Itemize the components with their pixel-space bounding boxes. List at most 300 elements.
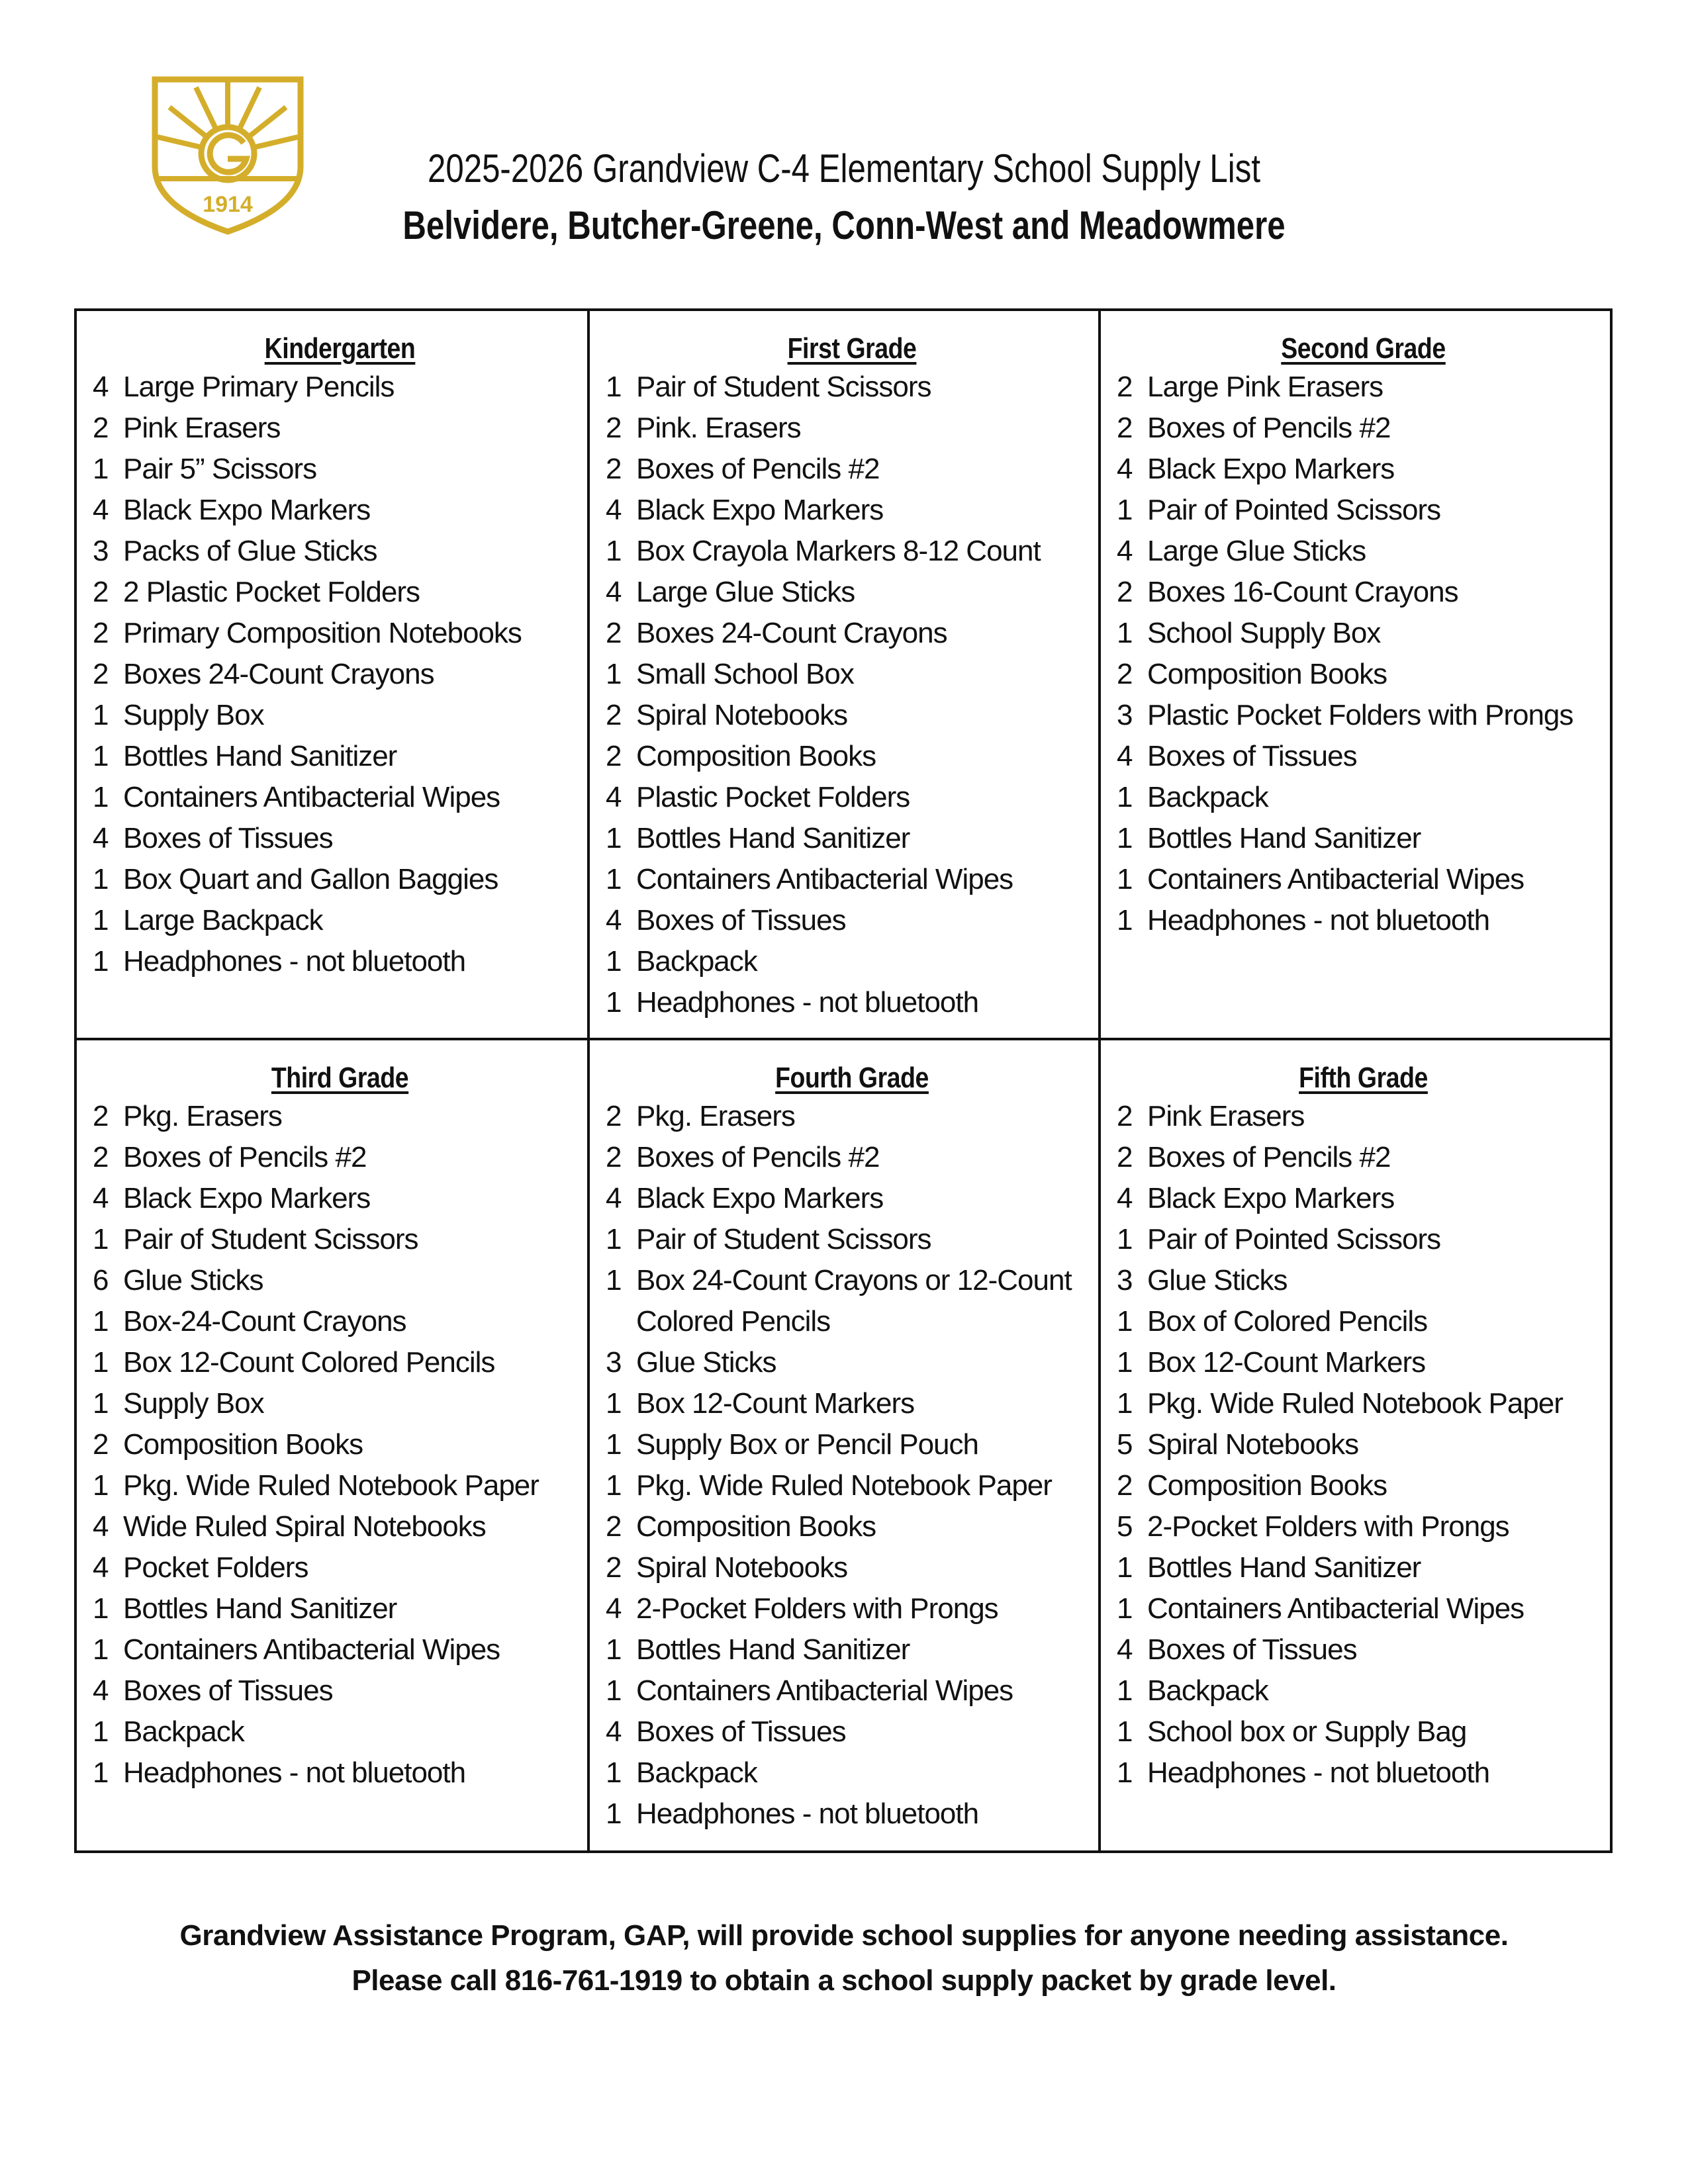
item-quantity: 2: [606, 1551, 622, 1584]
supply-item: [93, 1629, 587, 1670]
supply-item: [93, 1137, 587, 1178]
item-name: Pair of Pointed Scissors: [1147, 1223, 1441, 1255]
supply-item: [1117, 859, 1610, 900]
item-quantity: 4: [606, 576, 622, 608]
logo-year: 1914: [203, 192, 253, 217]
supply-item: [93, 736, 587, 777]
supply-item: [93, 1547, 587, 1588]
item-quantity: 4: [93, 1551, 109, 1584]
item-name: Supply Box: [123, 699, 264, 731]
item-name: Plastic Pocket Folders with Prongs: [1147, 699, 1573, 731]
supply-item: [1117, 1752, 1610, 1794]
supply-item: [1117, 449, 1610, 490]
item-quantity: 2: [606, 1141, 622, 1173]
supply-item: [606, 1547, 1098, 1588]
item-quantity: 2: [93, 1428, 109, 1461]
supply-item: [93, 449, 587, 490]
item-name: Pink Erasers: [123, 412, 281, 444]
item-name: Composition Books: [123, 1428, 363, 1461]
supply-item: [606, 1629, 1098, 1670]
item-quantity: 3: [93, 535, 109, 567]
grade-cell-second: [1101, 311, 1610, 1040]
item-quantity: 1: [606, 1797, 622, 1830]
item-quantity: 3: [1117, 1264, 1133, 1297]
item-name: Supply Box or Pencil Pouch: [636, 1428, 978, 1461]
grade-cell-kindergarten: [77, 311, 590, 1040]
item-quantity: 1: [606, 1387, 622, 1420]
supply-item: [93, 1670, 587, 1711]
item-name: Boxes of Tissues: [1147, 1633, 1357, 1666]
grade-cell-fifth: [1101, 1040, 1610, 1850]
item-name: Bottles Hand Sanitizer: [636, 822, 910, 854]
item-quantity: 1: [1117, 1305, 1133, 1338]
item-name: Black Expo Markers: [123, 1182, 371, 1214]
item-name: Boxes 24-Count Crayons: [636, 617, 947, 649]
item-quantity: 1: [606, 1428, 622, 1461]
item-name: Containers Antibacterial Wipes: [636, 863, 1013, 895]
item-name: Pair of Pointed Scissors: [1147, 494, 1441, 526]
item-quantity: 2: [606, 412, 622, 444]
item-quantity: 1: [1117, 1592, 1133, 1625]
supply-item: [93, 941, 587, 982]
supply-item: [1117, 1506, 1610, 1547]
supply-item: [606, 1219, 1098, 1260]
item-name: Boxes 16-Count Crayons: [1147, 576, 1458, 608]
item-name: Large Primary Pencils: [123, 371, 395, 403]
item-name: Pink Erasers: [1147, 1100, 1305, 1132]
item-name: Supply Box: [123, 1387, 264, 1420]
item-quantity: 1: [1117, 1346, 1133, 1379]
item-name: Pink. Erasers: [636, 412, 801, 444]
supply-item: [606, 1588, 1098, 1629]
item-quantity: 2: [93, 412, 109, 444]
item-name: Black Expo Markers: [1147, 453, 1395, 485]
item-quantity: 1: [1117, 617, 1133, 649]
supply-item: [1117, 900, 1610, 941]
supply-item: [93, 408, 587, 449]
item-quantity: 4: [606, 904, 622, 936]
item-name: Large Backpack: [123, 904, 323, 936]
supply-item: [606, 1670, 1098, 1711]
item-quantity: 1: [606, 658, 622, 690]
item-quantity: 2: [606, 740, 622, 772]
supply-item: [606, 1096, 1098, 1137]
item-name: Packs of Glue Sticks: [123, 535, 377, 567]
supply-item: [1117, 1219, 1610, 1260]
grade-cell-fourth: [590, 1040, 1101, 1850]
item-name: Backpack: [636, 945, 757, 978]
item-quantity: 2: [1117, 576, 1133, 608]
item-quantity: 1: [1117, 1674, 1133, 1707]
item-name: Composition Books: [636, 1510, 876, 1543]
item-quantity: 4: [606, 1182, 622, 1214]
item-quantity: 4: [93, 1182, 109, 1214]
item-name: Large Glue Sticks: [1147, 535, 1366, 567]
supply-item: [93, 1711, 587, 1752]
item-name: School Supply Box: [1147, 617, 1381, 649]
item-name: Boxes of Tissues: [1147, 740, 1357, 772]
supply-item: [606, 818, 1098, 859]
item-name: 2-Pocket Folders with Prongs: [1147, 1510, 1509, 1543]
item-name: Black Expo Markers: [636, 1182, 884, 1214]
supply-item: [93, 1219, 587, 1260]
item-name: Boxes of Pencils #2: [636, 453, 880, 485]
item-name: Containers Antibacterial Wipes: [636, 1674, 1013, 1707]
item-name: Containers Antibacterial Wipes: [1147, 863, 1524, 895]
item-quantity: 1: [93, 945, 109, 978]
item-name: Large Glue Sticks: [636, 576, 855, 608]
item-quantity: 1: [93, 1633, 109, 1666]
supply-item: [606, 695, 1098, 736]
supply-item: [1117, 367, 1610, 408]
item-quantity: 1: [606, 1264, 622, 1297]
item-quantity: 1: [93, 1387, 109, 1420]
supply-item: [606, 1465, 1098, 1506]
item-quantity: 4: [1117, 1633, 1133, 1666]
item-quantity: 1: [606, 1756, 622, 1789]
supply-item: [93, 367, 587, 408]
supply-item: [606, 736, 1098, 777]
item-name: Headphones - not bluetooth: [1147, 904, 1490, 936]
grade-heading: Second Grade: [1281, 332, 1446, 365]
item-name: Backpack: [123, 1715, 244, 1748]
item-quantity: 1: [93, 863, 109, 895]
item-quantity: 1: [93, 1223, 109, 1255]
item-name: Headphones - not bluetooth: [123, 1756, 466, 1789]
supply-item: [606, 408, 1098, 449]
item-quantity: 4: [1117, 1182, 1133, 1214]
item-quantity: 1: [1117, 904, 1133, 936]
item-name: Box Crayola Markers 8-12 Count: [636, 535, 1041, 567]
item-quantity: 4: [606, 1715, 622, 1748]
item-quantity: 4: [93, 1674, 109, 1707]
item-quantity: 1: [93, 781, 109, 813]
supply-item: [606, 531, 1098, 572]
supply-item: [1117, 613, 1610, 654]
grade-heading: Fifth Grade: [1299, 1062, 1428, 1094]
item-name: Wide Ruled Spiral Notebooks: [123, 1510, 486, 1543]
item-name: Primary Composition Notebooks: [123, 617, 522, 649]
item-quantity: 1: [93, 1715, 109, 1748]
item-name: Boxes 24-Count Crayons: [123, 658, 434, 690]
item-name: Box 12-Count Colored Pencils: [123, 1346, 495, 1379]
item-quantity: 1: [606, 1223, 622, 1255]
item-quantity: 1: [606, 535, 622, 567]
item-name: Bottles Hand Sanitizer: [123, 740, 397, 772]
item-quantity: 1: [93, 1592, 109, 1625]
item-quantity: 1: [606, 863, 622, 895]
supply-item: [606, 1383, 1098, 1424]
item-quantity: 1: [93, 1346, 109, 1379]
supply-item: [93, 1465, 587, 1506]
item-name: Pair of Student Scissors: [123, 1223, 418, 1255]
item-quantity: 4: [93, 1510, 109, 1543]
supply-item: [1117, 1260, 1610, 1301]
item-quantity: 4: [1117, 740, 1133, 772]
supply-item: [606, 490, 1098, 531]
supply-item: [93, 1178, 587, 1219]
item-quantity: 1: [1117, 1715, 1133, 1748]
item-name: Small School Box: [636, 658, 854, 690]
item-quantity: 1: [1117, 822, 1133, 854]
item-quantity: 5: [1117, 1428, 1133, 1461]
item-name: Bottles Hand Sanitizer: [123, 1592, 397, 1625]
supply-item: [1117, 572, 1610, 613]
item-quantity: 4: [606, 1592, 622, 1625]
item-name: Spiral Notebooks: [1147, 1428, 1359, 1461]
item-name: Boxes of Pencils #2: [1147, 1141, 1391, 1173]
supply-item: [606, 777, 1098, 818]
item-name: Box 24-Count Crayons or 12-Count Colored Pencils: [636, 1264, 1072, 1338]
supply-item: [1117, 695, 1610, 736]
item-name: Black Expo Markers: [123, 494, 371, 526]
supply-item: [93, 1506, 587, 1547]
supply-item: [93, 900, 587, 941]
item-quantity: 4: [93, 822, 109, 854]
item-quantity: 1: [93, 904, 109, 936]
supply-item: [1117, 1424, 1610, 1465]
item-name: 2-Pocket Folders with Prongs: [636, 1592, 998, 1625]
supply-item: [606, 1752, 1098, 1794]
supply-item: [93, 490, 587, 531]
item-name: Composition Books: [1147, 1469, 1387, 1502]
item-quantity: 2: [606, 453, 622, 485]
item-name: Bottles Hand Sanitizer: [1147, 1551, 1421, 1584]
grade-cell-first: [590, 311, 1101, 1040]
item-name: Spiral Notebooks: [636, 699, 848, 731]
supply-item: [1117, 777, 1610, 818]
supply-item: [93, 859, 587, 900]
item-quantity: 3: [606, 1346, 622, 1379]
supply-item: [1117, 1465, 1610, 1506]
item-quantity: 2: [93, 617, 109, 649]
supply-item: [1117, 1629, 1610, 1670]
contact-note: Please call 816-761-1919 to obtain a school supply packet by grade level.: [352, 1964, 1336, 1997]
supply-item: [1117, 408, 1610, 449]
supply-item: [93, 1383, 587, 1424]
supply-item: [606, 1260, 1098, 1342]
supply-item: [1117, 654, 1610, 695]
supply-item: [93, 613, 587, 654]
item-quantity: 2: [606, 699, 622, 731]
item-quantity: 1: [1117, 494, 1133, 526]
item-name: Bottles Hand Sanitizer: [1147, 822, 1421, 854]
item-name: Headphones - not bluetooth: [636, 986, 979, 1019]
item-name: Bottles Hand Sanitizer: [636, 1633, 910, 1666]
item-name: Backpack: [636, 1756, 757, 1789]
item-quantity: 1: [1117, 1551, 1133, 1584]
item-quantity: 4: [93, 371, 109, 403]
item-quantity: 4: [1117, 535, 1133, 567]
item-name: Boxes of Tissues: [636, 904, 846, 936]
supply-item: [1117, 1588, 1610, 1629]
item-quantity: 1: [93, 1469, 109, 1502]
item-quantity: 2: [93, 576, 109, 608]
supply-item: [606, 941, 1098, 982]
item-quantity: 2: [93, 1141, 109, 1173]
item-quantity: 1: [1117, 863, 1133, 895]
supply-item: [93, 1424, 587, 1465]
item-quantity: 4: [1117, 453, 1133, 485]
supply-item: [93, 572, 587, 613]
item-name: Spiral Notebooks: [636, 1551, 848, 1584]
item-name: 2 Plastic Pocket Folders: [123, 576, 420, 608]
supply-item: [606, 572, 1098, 613]
item-name: Containers Antibacterial Wipes: [123, 1633, 500, 1666]
supply-item: [93, 1588, 587, 1629]
item-quantity: 2: [93, 1100, 109, 1132]
item-name: Glue Sticks: [636, 1346, 776, 1379]
item-quantity: 2: [1117, 1141, 1133, 1173]
item-name: Boxes of Tissues: [636, 1715, 846, 1748]
supply-item: [93, 777, 587, 818]
item-quantity: 1: [606, 371, 622, 403]
item-name: Plastic Pocket Folders: [636, 781, 910, 813]
item-name: Pkg. Wide Ruled Notebook Paper: [123, 1469, 539, 1502]
supply-item: [606, 1137, 1098, 1178]
item-name: Containers Antibacterial Wipes: [123, 781, 500, 813]
item-name: Box 12-Count Markers: [1147, 1346, 1426, 1379]
supply-item: [1117, 1137, 1610, 1178]
supply-item: [606, 1711, 1098, 1752]
item-quantity: 2: [1117, 412, 1133, 444]
item-quantity: 4: [93, 494, 109, 526]
grade-heading: Fourth Grade: [775, 1062, 929, 1094]
item-quantity: 3: [1117, 699, 1133, 731]
item-quantity: 2: [606, 1510, 622, 1543]
supply-item: [606, 654, 1098, 695]
item-name: Containers Antibacterial Wipes: [1147, 1592, 1524, 1625]
supply-item: [606, 859, 1098, 900]
item-quantity: 5: [1117, 1510, 1133, 1543]
item-name: Boxes of Tissues: [123, 822, 333, 854]
supply-item: [1117, 1670, 1610, 1711]
supply-item: [606, 1794, 1098, 1835]
item-name: Pkg. Wide Ruled Notebook Paper: [1147, 1387, 1563, 1420]
supply-item: [93, 818, 587, 859]
item-name: Backpack: [1147, 781, 1268, 813]
supply-item: [606, 449, 1098, 490]
item-name: Composition Books: [636, 740, 876, 772]
item-name: Box 12-Count Markers: [636, 1387, 915, 1420]
supply-item: [1117, 1342, 1610, 1383]
item-quantity: 2: [1117, 1469, 1133, 1502]
item-quantity: 1: [606, 1674, 622, 1707]
supply-item: [93, 1260, 587, 1301]
item-quantity: 4: [606, 494, 622, 526]
item-quantity: 1: [606, 1469, 622, 1502]
item-name: Boxes of Tissues: [123, 1674, 333, 1707]
item-quantity: 1: [93, 1756, 109, 1789]
item-quantity: 6: [93, 1264, 109, 1297]
supply-item: [1117, 1547, 1610, 1588]
assistance-note: Grandview Assistance Program, GAP, will provide school supplies for anyone needing assistance.: [179, 1919, 1509, 1952]
supply-item: [606, 982, 1098, 1023]
supply-item: [1117, 1711, 1610, 1752]
supply-list-table: [74, 308, 1613, 1853]
item-name: Pair of Student Scissors: [636, 1223, 931, 1255]
item-name: Large Pink Erasers: [1147, 371, 1383, 403]
item-name: Box Quart and Gallon Baggies: [123, 863, 498, 895]
item-name: Pkg. Erasers: [123, 1100, 282, 1132]
item-quantity: 1: [93, 699, 109, 731]
supply-item: [1117, 1178, 1610, 1219]
supply-item: [1117, 818, 1610, 859]
supply-item: [1117, 531, 1610, 572]
item-name: Glue Sticks: [1147, 1264, 1288, 1297]
item-quantity: 1: [606, 1633, 622, 1666]
item-name: Boxes of Pencils #2: [123, 1141, 367, 1173]
item-name: Headphones - not bluetooth: [636, 1797, 979, 1830]
supply-item: [606, 1342, 1098, 1383]
item-name: Composition Books: [1147, 658, 1387, 690]
item-quantity: 1: [93, 1305, 109, 1338]
item-name: Backpack: [1147, 1674, 1268, 1707]
page-title: 2025-2026 Grandview C-4 Elementary School Supply List: [427, 146, 1261, 191]
supply-item: [1117, 1096, 1610, 1137]
grade-cell-third: [77, 1040, 590, 1850]
item-name: Headphones - not bluetooth: [123, 945, 466, 978]
item-quantity: 1: [93, 740, 109, 772]
supply-item: [1117, 736, 1610, 777]
item-name: Pkg. Wide Ruled Notebook Paper: [636, 1469, 1052, 1502]
item-quantity: 1: [606, 945, 622, 978]
page-subtitle: Belvidere, Butcher-Greene, Conn-West and Meadowmere: [402, 203, 1286, 248]
item-quantity: 2: [606, 617, 622, 649]
item-name: Pkg. Erasers: [636, 1100, 795, 1132]
item-quantity: 4: [606, 781, 622, 813]
item-name: Pocket Folders: [123, 1551, 308, 1584]
item-quantity: 1: [93, 453, 109, 485]
item-quantity: 2: [606, 1100, 622, 1132]
item-name: Box of Colored Pencils: [1147, 1305, 1428, 1338]
item-name: Pair 5” Scissors: [123, 453, 317, 485]
item-name: Black Expo Markers: [1147, 1182, 1395, 1214]
item-name: Headphones - not bluetooth: [1147, 1756, 1490, 1789]
item-name: Pair of Student Scissors: [636, 371, 931, 403]
supply-item: [1117, 490, 1610, 531]
supply-item: [93, 695, 587, 736]
supply-item: [1117, 1301, 1610, 1342]
item-name: Black Expo Markers: [636, 494, 884, 526]
supply-item: [606, 367, 1098, 408]
item-quantity: 2: [1117, 371, 1133, 403]
item-name: Box-24-Count Crayons: [123, 1305, 406, 1338]
item-quantity: 2: [93, 658, 109, 690]
supply-item: [93, 1096, 587, 1137]
supply-item: [93, 1752, 587, 1794]
supply-item: [606, 613, 1098, 654]
grade-heading: Third Grade: [271, 1062, 409, 1094]
item-quantity: 1: [1117, 1223, 1133, 1255]
item-quantity: 2: [1117, 658, 1133, 690]
supply-item: [606, 1424, 1098, 1465]
item-quantity: 1: [606, 822, 622, 854]
grade-heading: First Grade: [787, 332, 917, 365]
supply-item: [93, 1342, 587, 1383]
item-quantity: 2: [1117, 1100, 1133, 1132]
supply-item: [1117, 1383, 1610, 1424]
item-quantity: 1: [1117, 1756, 1133, 1789]
supply-item: [606, 1506, 1098, 1547]
item-quantity: 1: [606, 986, 622, 1019]
grade-heading: Kindergarten: [264, 332, 416, 365]
item-name: Glue Sticks: [123, 1264, 263, 1297]
supply-item: [606, 900, 1098, 941]
item-name: Boxes of Pencils #2: [636, 1141, 880, 1173]
supply-item: [93, 1301, 587, 1342]
supply-item: [93, 531, 587, 572]
